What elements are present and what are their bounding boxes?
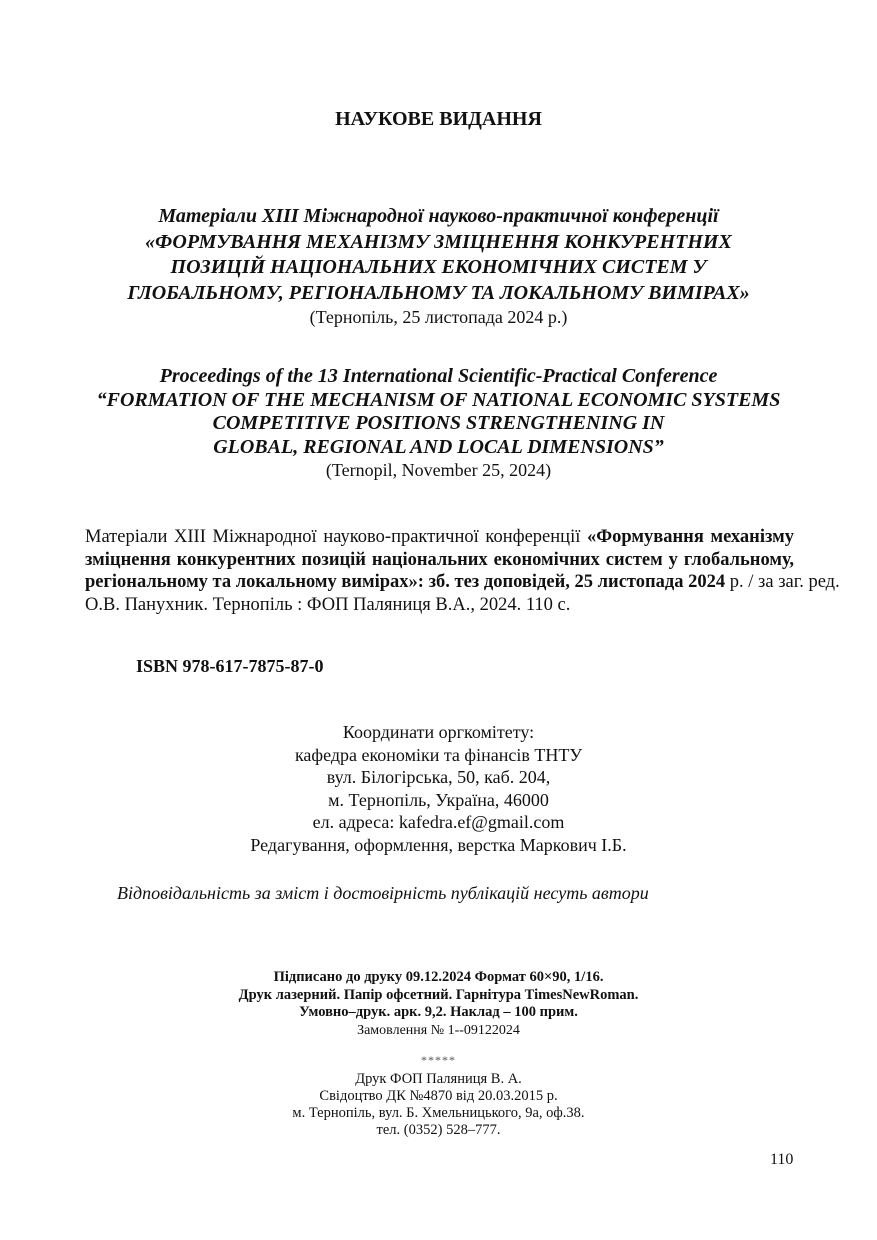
ukrainian-title-block (0, 204, 877, 328)
responsibility-disclaimer: Відповідальність за зміст і достовірність публікацій несуть автори (117, 883, 649, 903)
printer-name: Друк ФОП Паляниця В. А. (355, 1071, 522, 1087)
org-email: ел. адреса: kafedra.ef@gmail.com (312, 812, 565, 832)
en-title-line-3: COMPETITIVE POSITIONS STRENGTHENING IN (212, 412, 665, 434)
org-department: кафедра економіки та фінансів ТНТУ (294, 744, 583, 765)
citation-line-1 (85, 526, 794, 549)
citation-text: Матеріали XIII Міжнародної науково-практичної конференції (85, 527, 588, 547)
citation-line-4: О.В. Панухник. Тернопіль : ФОП Паляниця В.А., 2024. 110 с. (85, 594, 571, 615)
org-editing-credits: Редагування, оформлення, верстка Маркович І.Б. (250, 834, 627, 855)
ua-title-line-4: ГЛОБАЛЬНОМУ, РЕГІОНАЛЬНОМУ ТА ЛОКАЛЬНОМУ ВИМІРАХ» (127, 281, 750, 304)
en-conference-date: (Ternopil, November 25, 2024) (325, 460, 552, 480)
citation-title-bold: регіональному та локальному вимірах»: зб. тез доповідей, 25 листопада 2024 (85, 572, 726, 592)
isbn-number: ISBN 978-617-7875-87-0 (136, 656, 324, 676)
page-number: 110 (770, 1151, 794, 1168)
printer-info-block (0, 1071, 877, 1139)
printer-address: м. Тернопіль, вул. Б. Хмельницького, 9а, оф.38. (292, 1105, 585, 1121)
publication-type-heading: НАУКОВЕ ВИДАННЯ (335, 108, 542, 130)
ua-title-line-3: ПОЗИЦІЙ НАЦІОНАЛЬНИХ ЕКОНОМІЧНИХ СИСТЕМ У (170, 256, 707, 278)
org-city: м. Тернопіль, Україна, 46000 (328, 789, 549, 810)
english-title-block (0, 365, 877, 482)
print-order-number: Замовлення № 1--09122024 (357, 1022, 520, 1038)
organizing-committee-block (0, 721, 877, 856)
section-separator: ***** (421, 1053, 456, 1067)
org-committee-title: Координати оргкомітету: (342, 722, 535, 742)
print-sheets-circulation: Умовно–друк. арк. 9,2. Наклад – 100 прим. (299, 1004, 578, 1020)
print-signed-format: Підписано до друку 09.12.2024 Формат 60×90, 1/16. (273, 969, 604, 985)
ua-title-line-2: «ФОРМУВАННЯ МЕХАНІЗМУ ЗМІЦНЕННЯ КОНКУРЕНТНИХ (145, 230, 732, 253)
citation-line-3 (85, 571, 840, 594)
ua-title-line-1: Матеріали XIII Міжнародної науково-практичної конференції (158, 205, 719, 227)
en-title-line-2: “FORMATION OF THE MECHANISM OF NATIONAL ECONOMIC SYSTEMS (96, 388, 781, 411)
en-title-line-1: Proceedings of the 13 International Scientific-Practical Conference (159, 365, 718, 387)
bibliographic-citation (85, 526, 840, 616)
print-paper-font: Друк лазерний. Папір офсетний. Гарнітура TimesNewRoman. (238, 986, 639, 1003)
ua-conference-date: (Тернопіль, 25 листопада 2024 р.) (309, 307, 568, 327)
org-street: вул. Білогірська, 50, каб. 204, (326, 767, 551, 787)
en-title-line-4: GLOBAL, REGIONAL AND LOCAL DIMENSIONS” (213, 435, 664, 458)
citation-text: р. / за заг. ред. (725, 572, 840, 592)
citation-line-2: зміцнення конкурентних позицій національних економічних систем у глобальному, (85, 549, 794, 570)
citation-title-bold: «Формування механізму (587, 527, 795, 547)
printer-phone: тел. (0352) 528–777. (376, 1122, 501, 1138)
printer-certificate: Свідоцтво ДК №4870 від 20.03.2015 р. (319, 1088, 558, 1104)
print-details-block (0, 969, 877, 1039)
